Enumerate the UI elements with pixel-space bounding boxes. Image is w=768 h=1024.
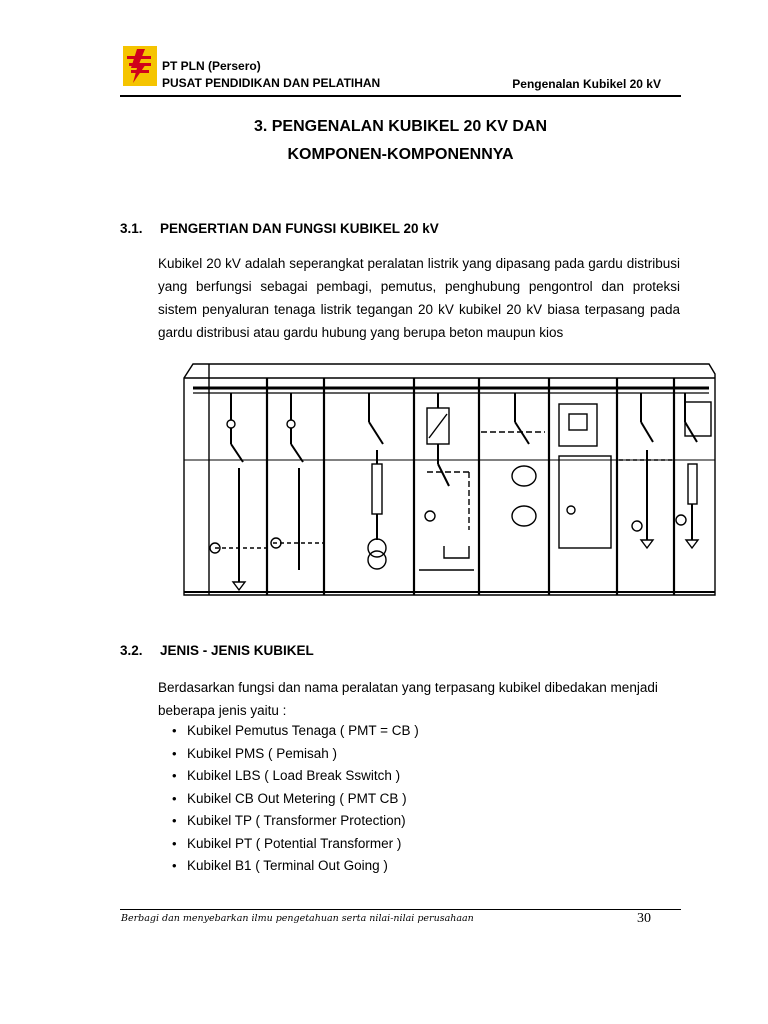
pln-logo-icon [123,46,157,86]
section-heading-3-1 [120,221,439,236]
cubicle-diagram-figure [179,360,717,600]
list-item: • Kubikel LBS ( Load Break Sswitch ) [172,765,419,788]
page-number: 30 [637,911,651,926]
cubicle-type-list [172,720,419,878]
org-name: PT PLN (Persero) [162,59,261,73]
list-item: • Kubikel PT ( Potential Transformer ) [172,833,419,856]
section-number: 3.1. [120,221,143,236]
list-item: • Kubikel PMS ( Pemisah ) [172,743,419,766]
section-number: 3.2. [120,643,143,658]
section-2-intro: Berdasarkan fungsi dan nama peralatan yang terpasang kubikel dibedakan menjadi beberapa jenis yaitu : [158,680,658,718]
section-title: JENIS - JENIS KUBIKEL [160,643,314,658]
document-title: Pengenalan Kubikel 20 kV [512,77,661,91]
section-title: PENGERTIAN DAN FUNGSI KUBIKEL 20 kV [160,221,439,236]
org-unit: PUSAT PENDIDIKAN DAN PELATIHAN [162,76,381,90]
chapter-title-line1: 3. PENGENALAN KUBIKEL 20 KV DAN [253,118,548,135]
list-item: • Kubikel TP ( Transformer Protection) [172,810,419,833]
list-item: • Kubikel Pemutus Tenaga ( PMT = CB ) [172,720,419,743]
section-heading-3-2 [120,643,314,658]
list-item: • Kubikel CB Out Metering ( PMT CB ) [172,788,419,811]
header-divider [120,95,681,97]
chapter-title-line2: KOMPONEN-KOMPONENNYA [287,146,514,163]
list-item: • Kubikel B1 ( Terminal Out Going ) [172,855,419,878]
footer-divider [120,909,681,910]
footer-motto: Berbagi dan menyebarkan ilmu pengetahuan serta nilai-nilai perusahaan [121,913,474,924]
section-1-paragraph: Kubikel 20 kV adalah seperangkat peralatan listrik yang dipasang pada gardu distribusi yang berfungsi sebagai pembagi, pemutus, penghubung pengontrol dan proteksi sistem penyaluran tenaga listrik tegangan 20 kV kubikel 20 kV biasa terpasang pada gardu distribusi atau gardu hubung yang berupa beton maupun kios [158,256,680,340]
